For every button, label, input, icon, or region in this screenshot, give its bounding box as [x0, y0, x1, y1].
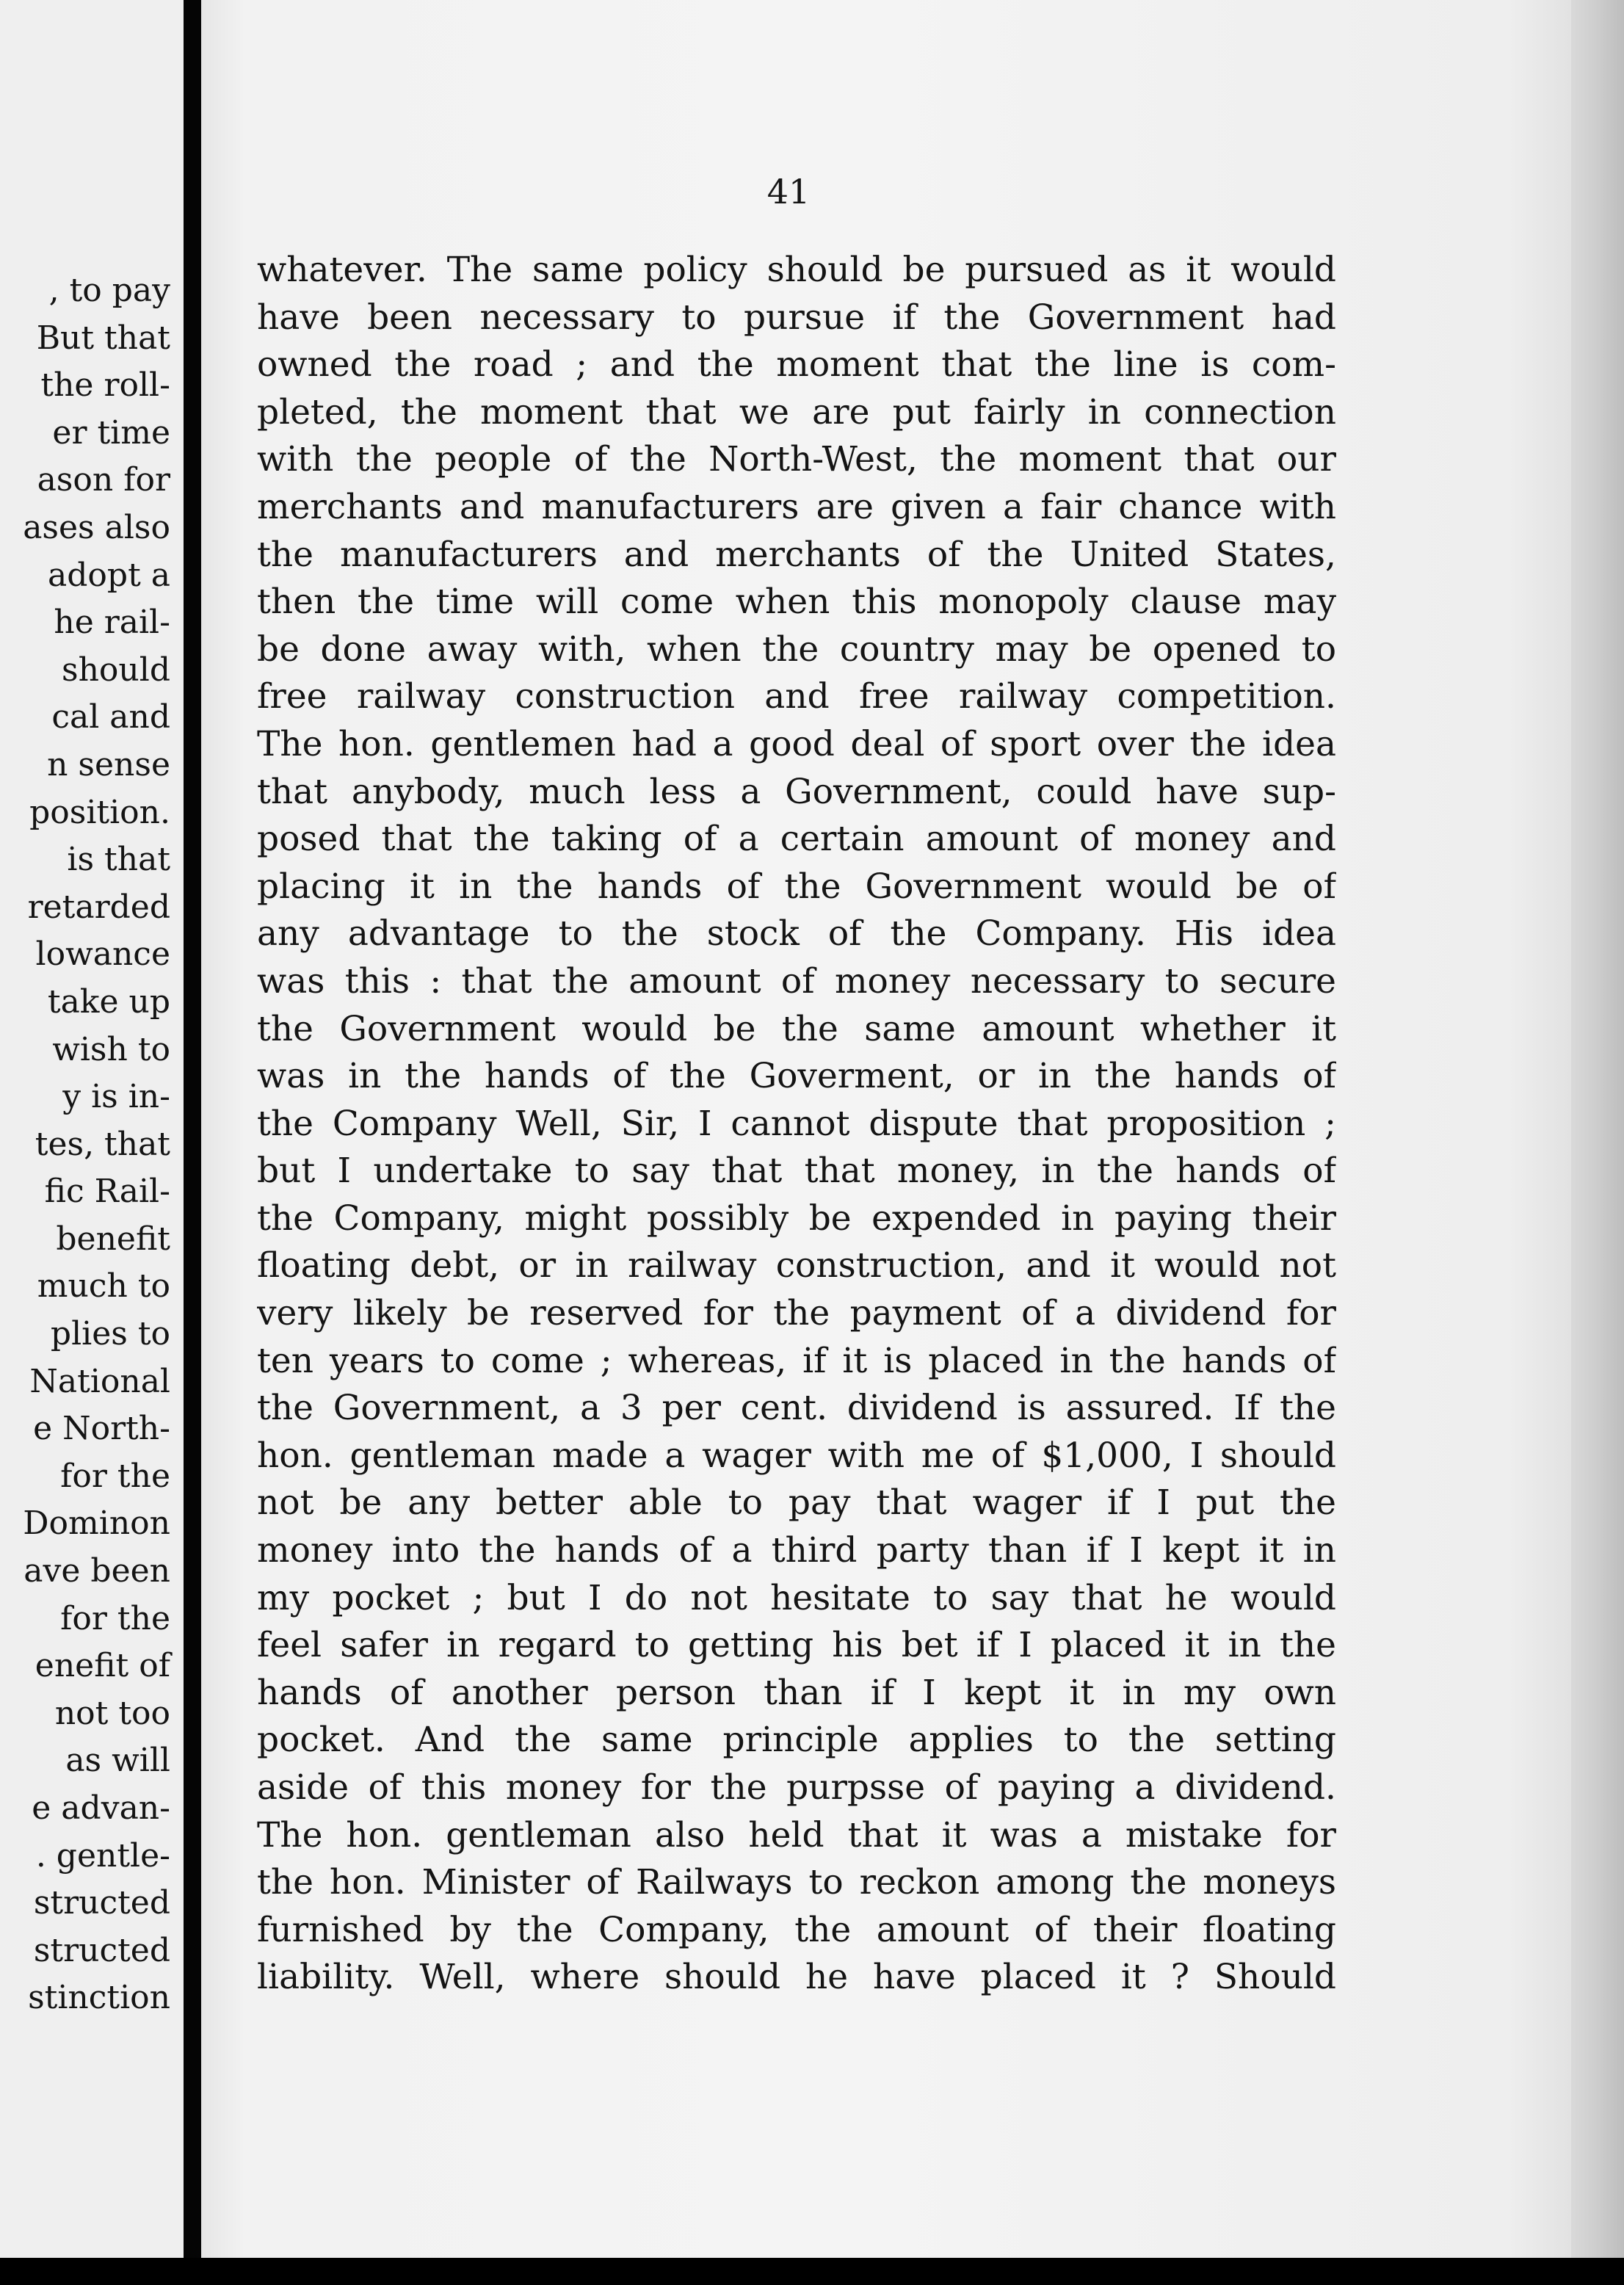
page-edge — [1571, 0, 1624, 2258]
text-line: aside of this money for the purpsse of paying a dividend. — [257, 1767, 1336, 1808]
left-line: structed — [33, 1884, 170, 1922]
left-line: retarded — [27, 888, 170, 926]
text-line: hon. gentleman made a wager with me of $1,000, I should — [257, 1435, 1336, 1476]
text-line: the Company Well, Sir, I cannot dispute that proposition ; — [257, 1103, 1336, 1144]
text-line: not be any better able to pay that wager if I put the — [257, 1482, 1336, 1524]
text-line: the Company, might possibly be expended in paying their — [257, 1198, 1336, 1239]
left-line: n sense — [47, 745, 170, 783]
text-line: free railway construction and free railway competition. — [257, 676, 1336, 717]
left-line: benefit — [56, 1220, 170, 1258]
left-line: ave been — [23, 1552, 170, 1590]
text-line: The hon. gentlemen had a good deal of sport over the idea — [257, 723, 1336, 764]
left-line: stinction — [28, 1979, 170, 2017]
text-line: have been necessary to pursue if the Government had — [257, 297, 1336, 338]
scan-bottom-border — [0, 2258, 1624, 2285]
page-body-text — [257, 247, 1336, 2002]
text-line: whatever. The same policy should be pursued as it would — [257, 250, 1336, 290]
left-line: ases also — [23, 508, 170, 546]
text-line: but I undertake to say that that money, in the hands of — [257, 1151, 1336, 1192]
text-line: floating debt, or in railway construction, and it would not — [257, 1245, 1336, 1286]
left-line: adopt a — [48, 556, 170, 594]
text-line: that anybody, much less a Government, could have sup- — [257, 771, 1336, 812]
left-line: fic Rail- — [44, 1173, 170, 1211]
text-line: The hon. gentleman also held that it was a mistake for — [257, 1814, 1336, 1855]
left-line: much to — [37, 1267, 170, 1306]
left-line: . gentle- — [35, 1836, 170, 1875]
left-line: plies to — [50, 1315, 170, 1353]
left-line: for the — [60, 1457, 170, 1495]
text-line: owned the road ; and the moment that the line is com- — [257, 344, 1336, 385]
left-line: ason for — [37, 461, 170, 499]
left-line: e North- — [33, 1410, 170, 1448]
left-line: National — [29, 1362, 170, 1400]
left-line: as will — [65, 1742, 170, 1780]
left-line: structed — [33, 1931, 170, 1969]
text-line: was in the hands of the Goverment, or in the hands of — [257, 1056, 1336, 1097]
text-line: was this : that the amount of money necessary to secure — [257, 960, 1336, 1002]
text-line: the manufacturers and merchants of the United States, — [257, 534, 1336, 575]
left-line: , to pay — [48, 272, 170, 309]
left-line: tes, that — [35, 1125, 170, 1163]
text-line: liability. Well, where should he have placed it ? Should — [257, 1957, 1336, 1998]
previous-page-fragment — [0, 0, 184, 2258]
text-line: the hon. Minister of Railways to reckon among the moneys — [257, 1862, 1336, 1903]
text-line: be done away with, when the country may be opened to — [257, 629, 1336, 670]
left-line: lowance — [35, 935, 170, 974]
text-line: my pocket ; but I do not hesitate to say that he would — [257, 1577, 1336, 1618]
text-line: merchants and manufacturers are given a fair chance with — [257, 486, 1336, 527]
left-line: should — [62, 651, 170, 689]
left-line: not too — [54, 1694, 170, 1732]
text-line: any advantage to the stock of the Company. His idea — [257, 913, 1336, 955]
left-line: position. — [29, 793, 170, 831]
text-line: furnished by the Company, the amount of their floating — [257, 1909, 1336, 1950]
text-line: placing it in the hands of the Government would be of — [257, 866, 1336, 907]
left-line: Dominon — [23, 1504, 170, 1543]
left-line: y is in- — [62, 1078, 170, 1116]
text-line: very likely be reserved for the payment of a dividend for — [257, 1293, 1336, 1334]
text-line: the Government would be the same amount whether it — [257, 1008, 1336, 1049]
left-line: the roll- — [40, 366, 170, 405]
left-line: er time — [52, 413, 170, 452]
left-line: he rail- — [54, 604, 170, 642]
left-line: But that — [36, 319, 170, 357]
book-gutter — [184, 0, 201, 2285]
text-line: hands of another person than if I kept it in my own — [257, 1672, 1336, 1713]
text-line: ten years to come ; whereas, if it is placed in the hands of — [257, 1340, 1336, 1381]
current-page — [201, 0, 1571, 2258]
text-line: pocket. And the same principle applies to the setting — [257, 1720, 1336, 1761]
text-line: pleted, the moment that we are put fairly in connection — [257, 391, 1336, 432]
left-line: wish to — [52, 1030, 170, 1068]
left-line: is that — [67, 841, 170, 879]
text-line: with the people of the North-West, the moment that our — [257, 439, 1336, 480]
left-line: take up — [47, 982, 170, 1021]
previous-page-text — [0, 267, 170, 2022]
left-line: e advan- — [32, 1789, 170, 1827]
text-line: then the time will come when this monopoly clause may — [257, 582, 1336, 623]
left-line: for the — [60, 1599, 170, 1637]
text-line: money into the hands of a third party than if I kept it in — [257, 1530, 1336, 1571]
left-line: enefit of — [35, 1647, 170, 1685]
page-number: 41 — [766, 172, 811, 211]
text-line: posed that the taking of a certain amount of money and — [257, 819, 1336, 860]
left-line: cal and — [51, 698, 170, 736]
text-line: feel safer in regard to getting his bet if I placed it in the — [257, 1625, 1336, 1666]
text-line: the Government, a 3 per cent. dividend is assured. If the — [257, 1388, 1336, 1429]
